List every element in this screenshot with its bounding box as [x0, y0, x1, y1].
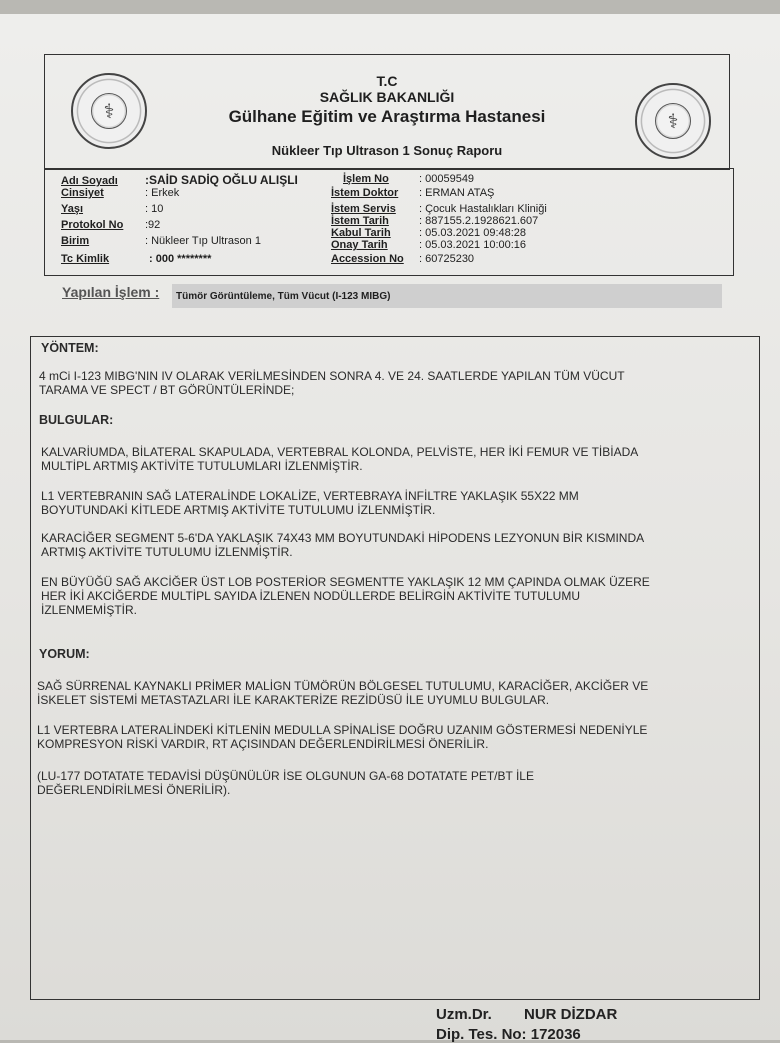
finding-3-line-1: KARACİĞER SEGMENT 5-6'DA YAKLAŞIK 74X43 MM BOYUTUNDAKİ HİPODENS LEZYONUN BİR KISMINDA — [41, 531, 645, 545]
comment-heading: YORUM: — [39, 647, 90, 661]
finding-2-line-1: L1 VERTEBRANIN SAĞ LATERALİNDE LOKALİZE, VERTEBRAYA İNFİLTRE YAKLAŞIK 55X22 MM — [41, 489, 579, 503]
procedure-section — [60, 284, 722, 308]
gender-row — [61, 187, 179, 199]
header-line-tc: T.C — [376, 73, 398, 89]
procedure-value: Tümör Görüntüleme, Tüm Vücut (I-123 MIBG) — [172, 284, 722, 308]
method-line-1: 4 mCi I-123 MIBG'NIN IV OLARAK VERİLMESİNDEN SONRA 4. VE 24. SAATLERDE YAPILAN TÜM VÜCUT — [39, 369, 625, 383]
header-line-ministry: SAĞLIK BAKANLIĞI — [319, 89, 455, 105]
date-value: : 887155.2.1928621.607 — [419, 215, 539, 227]
unit-value: : Nükleer Tıp Ultrason 1 — [145, 235, 261, 247]
patient-info-table — [44, 168, 734, 276]
protocol-row — [61, 219, 160, 231]
finding-1-line-2: MULTİPL ARTMIŞ AKTİVİTE TUTULUMLARI İZLENMİŞTİR. — [41, 459, 363, 473]
finding-1-line-1: KALVARİUMDA, BİLATERAL SKAPULADA, VERTEBRAL KOLONDA, PELVİSTE, HER İKİ FEMUR VE TİBİADA — [41, 445, 639, 459]
findings-heading: BULGULAR: — [39, 413, 114, 427]
method-heading: YÖNTEM: — [41, 341, 99, 355]
unit-label: Birim — [61, 235, 90, 247]
finding-4-line-2: HER İKİ AKCİĞERDE MULTİPL SAYIDA İZLENEN NODÜLLERDE BELİRGİN AKTİVİTE TUTULUMU — [41, 589, 581, 603]
accept-row — [331, 227, 526, 239]
accept-label: Kabul Tarih — [331, 227, 391, 239]
finding-4-line-3: İZLENMEMİŞTİR. — [41, 603, 138, 617]
comment-2-line-2: KOMPRESYON RİSKİ VARDIR, RT AÇISINDAN DEĞERLENDİRİLMESİ ÖNERİLİR. — [37, 737, 489, 751]
tc-row — [61, 253, 211, 265]
approve-row — [331, 239, 526, 251]
comment-3-line-1: (LU-177 DOTATATE TEDAVİSİ DÜŞÜNÜLÜR İSE OLGUNUN GA-68 DOTATATE PET/BT İLE — [37, 769, 534, 783]
signature-name: NUR DİZDAR — [524, 1006, 618, 1023]
signature-registration: Dip. Tes. No: 172036 — [436, 1026, 581, 1043]
gender-label: Cinsiyet — [61, 187, 104, 199]
comment-1-line-2: İSKELET SİSTEMİ METASTAZLARI İLE KARAKTERİZE REZİDÜSÜ İLE UYUMLU BULGULAR. — [37, 693, 550, 707]
accession-row — [331, 253, 474, 265]
accept-value: : 05.03.2021 09:48:28 — [419, 227, 527, 239]
age-value: : 10 — [145, 203, 164, 215]
accession-value: : 60725230 — [419, 253, 475, 265]
approve-value: : 05.03.2021 10:00:16 — [419, 239, 527, 251]
caduceus-icon: ⚕ — [655, 103, 691, 139]
name-value: :SAİD SADİQ OĞLU ALIŞLI — [145, 173, 298, 187]
process-label: İşlem No — [343, 173, 389, 185]
approve-label: Onay Tarih — [331, 239, 388, 251]
date-label: İstem Tarih — [331, 215, 389, 227]
name-label: Adı Soyadı — [61, 175, 118, 187]
unit-row — [61, 235, 261, 247]
caduceus-icon: ⚕ — [91, 93, 127, 129]
name-row — [61, 173, 298, 187]
report-header — [44, 54, 730, 170]
doctor-label: İstem Doktor — [331, 187, 399, 199]
finding-2-line-2: BOYUTUNDAKİ KİTLEDE ARTMIŞ AKTİVİTE TUTULUMU İZLENMİŞTİR. — [41, 503, 436, 517]
hospital-name: Gülhane Eğitim ve Araştırma Hastanesi — [228, 107, 546, 126]
tc-label: Tc Kimlik — [61, 253, 110, 265]
process-value: : 00059549 — [419, 173, 475, 185]
finding-3-line-2: ARTMIŞ AKTİVİTE TUTULUMU İZLENMİŞTİR. — [41, 545, 293, 559]
service-row — [331, 203, 547, 215]
doctor-row — [331, 187, 494, 199]
doctor-value: : ERMAN ATAŞ — [419, 187, 495, 199]
accession-label: Accession No — [331, 253, 404, 265]
age-label: Yaşı — [61, 203, 84, 215]
comment-2-line-1: L1 VERTEBRA LATERALİNDEKİ KİTLENİN MEDULLA SPİNALİSE DOĞRU UZANIM GÖSTERMESİ NEDENİYLE — [37, 723, 648, 737]
protocol-value: :92 — [145, 219, 161, 231]
age-row — [61, 203, 163, 215]
protocol-label: Protokol No — [61, 219, 124, 231]
process-row — [343, 173, 474, 185]
gender-value: : Erkek — [145, 187, 180, 199]
report-body — [30, 336, 760, 1000]
comment-1-line-1: SAĞ SÜRRENAL KAYNAKLI PRİMER MALİGN TÜMÖRÜN BÖLGESEL TUTULUMU, KARACİĞER, AKCİĞER VE — [37, 679, 649, 693]
date-row — [331, 215, 538, 227]
service-value: : Çocuk Hastalıkları Kliniği — [419, 203, 547, 215]
method-line-2: TARAMA VE SPECT / BT GÖRÜNTÜLERİNDE; — [39, 383, 295, 397]
service-label: İstem Servis — [331, 203, 396, 215]
procedure-label: Yapılan İşlem : — [62, 284, 160, 300]
finding-4-line-1: EN BÜYÜĞÜ SAĞ AKCİĞER ÜST LOB POSTERİOR SEGMENTTE YAKLAŞIK 12 MM ÇAPINDA OLMAK ÜZERE — [41, 575, 650, 589]
signature-title: Uzm.Dr. — [436, 1006, 492, 1023]
tc-value: : 000 ******** — [149, 253, 212, 265]
comment-3-line-2: DEĞERLENDİRİLMESİ ÖNERİLİR). — [37, 783, 231, 797]
report-title: Nükleer Tıp Ultrason 1 Sonuç Raporu — [271, 143, 503, 158]
